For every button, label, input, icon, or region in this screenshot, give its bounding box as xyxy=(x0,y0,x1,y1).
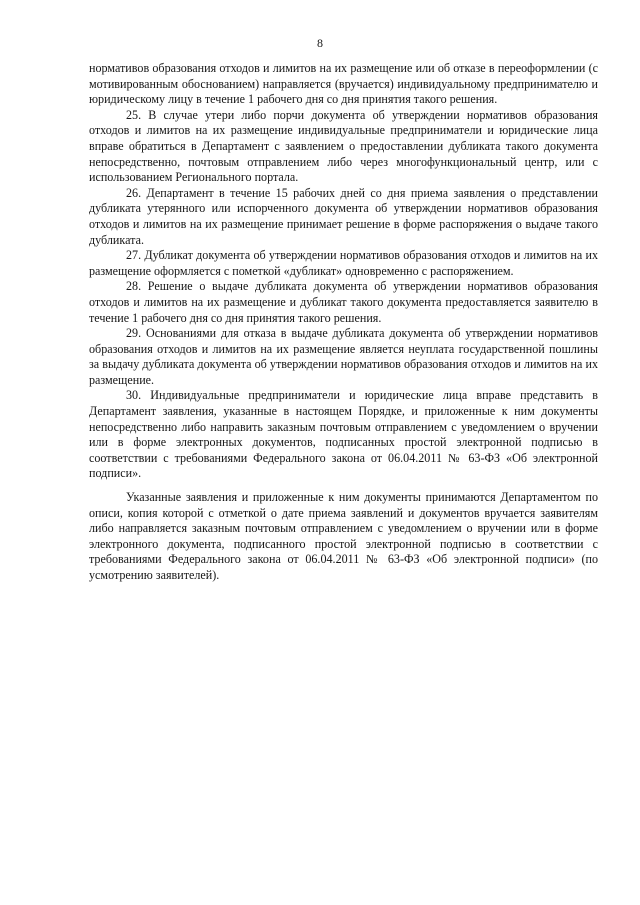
page-number: 8 xyxy=(317,36,323,50)
paragraph-26: 26. Департамент в течение 15 рабочих дней со дня приема заявления о представлении дубликата утерянного или испорченного документа об утверждении нормативов образования отходов и лимитов на их размещение принимает решение в форме распоряжения о выдаче такого дубликата. xyxy=(89,185,598,247)
paragraph-28: 28. Решение о выдаче дубликата документа об утверждении нормативов образования отходов и лимитов на их размещение и дубликат такого документа предоставляется заявителю в течение 1 рабочего дня со дня принятия такого решения. xyxy=(89,279,598,325)
paragraph-continuation: нормативов образования отходов и лимитов на их размещение или об отказе в переоформлении (с мотивированным обоснованием) направляется (вручается) индивидуальному предпринимателю и юридическому лицу в течение 1 рабочего дня со дня принятия такого решения. xyxy=(89,61,598,107)
paragraph-25: 25. В случае утери либо порчи документа об утверждении нормативов образования отходов и лимитов на их размещение индивидуальные предприниматели и юридические лица вправе обратиться в Департамент с заявлением о предоставлении дубликата такого документа непосредственно, почтовым отправлением либо через многофункциональный центр, или с использованием Регионального портала. xyxy=(89,107,598,185)
paragraph-gap xyxy=(89,482,598,490)
document-body xyxy=(89,61,598,584)
paragraph-27: 27. Дубликат документа об утверждении нормативов образования отходов и лимитов на их размещение оформляется с пометкой «дубликат» одновременно с распоряжением. xyxy=(89,248,598,278)
paragraph-30-note: Указанные заявления и приложенные к ним документы принимаются Департаментом по описи, копия которой с отметкой о дате приема заявлений и документов вручается заявителям либо направляется заказным почтовым отправлением с уведомлением о вручении или в форме электронного документа, подписанного простой электронной подписью в соответствии с требованиями Федерального закона от 06.04.2011 № 63-ФЗ «Об электронной подписи» (по усмотрению заявителей). xyxy=(89,490,598,582)
paragraph-30: 30. Индивидуальные предприниматели и юридические лица вправе представить в Департамент заявления, указанные в настоящем Порядке, и приложенные к ним документы непосредственно либо направить заказным почтовым отправлением с уведомлением о вручении или в форме электронных документов, подписанных простой электронной подписью в соответствии с требованиями Федерального закона от 06.04.2011 № 63-ФЗ «Об электронной подписи». xyxy=(89,388,598,481)
paragraph-29: 29. Основаниями для отказа в выдаче дубликата документа об утверждении нормативов образования отходов и лимитов на их размещение является неуплата государственной пошлины за выдачу дубликата документа об утверждении нормативов образования отходов и лимитов на их размещение. xyxy=(89,326,598,387)
